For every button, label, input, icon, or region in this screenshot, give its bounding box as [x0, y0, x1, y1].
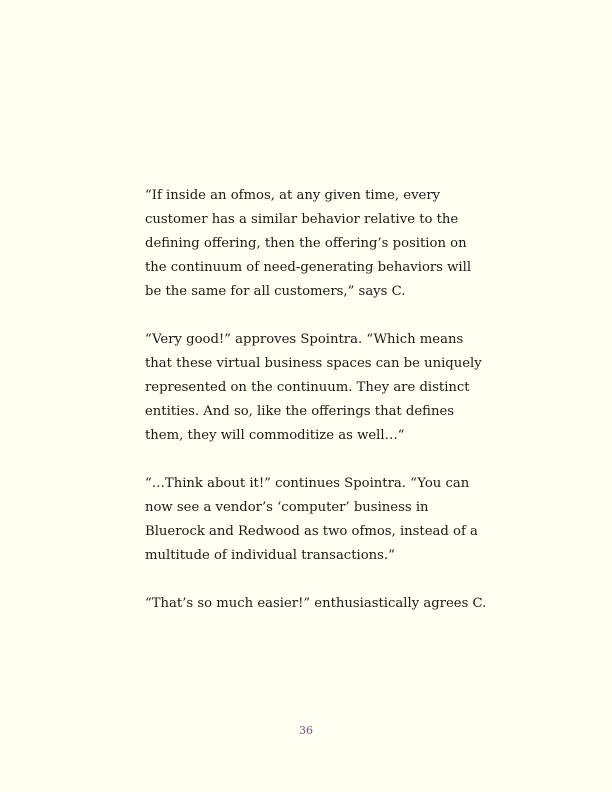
text-line: entities. And so, like the offerings that defines	[145, 404, 455, 419]
text-line: “If inside an ofmos, at any given time, every	[145, 188, 441, 203]
text-line: be the same for all customers,” says C.	[145, 284, 406, 299]
text-line: Bluerock and Redwood as two ofmos, instead of a	[145, 524, 478, 539]
text-line: the continuum of need-generating behaviors will	[145, 260, 472, 275]
text-line: represented on the continuum. They are distinct	[145, 380, 470, 395]
paragraph-3	[145, 472, 485, 568]
text-line: “…Think about it!” continues Spointra. “You can	[145, 476, 470, 491]
page-number: 36	[299, 724, 313, 737]
text-line: now see a vendor’s ‘computer’ business in	[145, 500, 429, 515]
paragraph-4	[145, 592, 485, 616]
body-text	[145, 184, 485, 640]
text-line: “Very good!” approves Spointra. “Which means	[145, 332, 464, 347]
text-line: defining offering, then the offering’s position on	[145, 236, 467, 251]
text-line: customer has a similar behavior relative to the	[145, 212, 459, 227]
text-line: them, they will commoditize as well…“	[145, 428, 405, 443]
text-line: “That’s so much easier!” enthusiastically agrees C.	[145, 596, 487, 611]
text-line: that these virtual business spaces can be uniquely	[145, 356, 482, 371]
paragraph-1	[145, 184, 485, 304]
text-line: multitude of individual transactions.”	[145, 548, 395, 563]
paragraph-2	[145, 328, 485, 448]
